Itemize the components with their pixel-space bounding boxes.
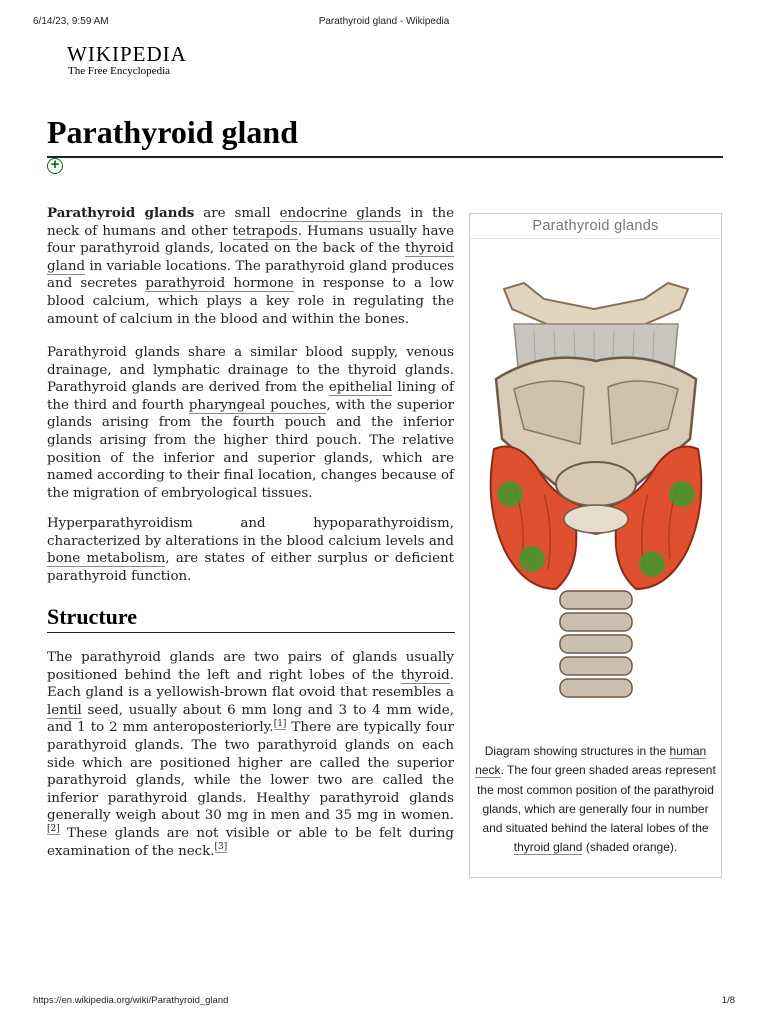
- title-underline: [47, 156, 723, 158]
- wikipedia-tagline: The Free Encyclopedia: [68, 65, 171, 77]
- link-tetrapods[interactable]: tetrapods: [232, 223, 298, 239]
- link-bone-metabolism[interactable]: bone metabolism: [47, 551, 166, 567]
- bold-term: Parathyroid glands: [47, 205, 195, 221]
- hyoid-bone: [504, 283, 688, 329]
- cricoid-and-trachea-core: [556, 462, 636, 533]
- link-human-neck[interactable]: human neck: [475, 744, 707, 778]
- section-heading-structure: Structure: [47, 604, 138, 629]
- page-title: Parathyroid gland: [47, 114, 298, 150]
- reference-3[interactable]: [3]: [214, 842, 228, 853]
- link-lentil[interactable]: lentil: [47, 702, 82, 718]
- print-page-number: 1/8: [721, 995, 735, 1006]
- print-datetime: 6/14/23, 9:59 AM: [33, 16, 109, 27]
- link-pharyngeal-pouches[interactable]: pharyngeal pouches: [188, 397, 327, 413]
- structure-paragraph-1: The parathyroid glands are two pairs of glands usually positioned behind the left and right lobes of the thyroid. Each gland is a yellowish-brown flat ovoid that resembles a lentil seed, usually about 6 mm long and 3 to 4 mm wide, and 1 to 2 mm anteroposteriorly.[1] There are typically four parathyroid glands. The two parathyroid glands on each side which are positioned higher are called the superior parathyroid glands, while the lower two are called the inferior parathyroid glands. Healthy parathyroid glands generally weigh about 30 mg in men and 35 mg in women.[2] These glands are not visible or able to be felt during examination of the neck.[3]: [47, 650, 454, 859]
- wikipedia-wordmark[interactable]: WIKIPEDIA: [67, 42, 187, 66]
- intro-paragraph-2-block: [47, 344, 454, 502]
- trachea: [560, 591, 632, 697]
- infobox-title: Parathyroid glands: [470, 214, 721, 239]
- intro-paragraph-2: Parathyroid glands share a similar blood supply, venous drainage, and lymphatic drainage to the thyroid glands. Parathyroid glands are derived from the epithelial lining of the third and fourth pharyngeal pouches, with the superior glands arising from the fourth pouch and the inferior glands arising from the higher third pouch. The relative position of the inferior and superior glands, which are named according to their final location, changes because of the migration of embryological tissues.: [47, 345, 454, 501]
- print-url: https://en.wikipedia.org/wiki/Parathyroid_gland: [33, 995, 229, 1006]
- reference-2[interactable]: [2]: [47, 824, 60, 835]
- intro-section: [47, 205, 454, 328]
- neck-anatomy-diagram[interactable]: [484, 269, 708, 719]
- infobox-caption: Diagram showing structures in the human neck. The four green shaded areas represent the most common position of the parathyroid glands, which are generally four in number and situated behind the lateral lobes of the thyroid gland (shaded orange).: [475, 744, 716, 855]
- link-parathyroid-hormone[interactable]: parathyroid hormone: [145, 276, 294, 292]
- link-thyroid-gland[interactable]: thyroid gland: [47, 241, 454, 274]
- intro-paragraph-3-block: [47, 515, 454, 585]
- intro-paragraph-3: Hyperparathyroidism and hypoparathyroidism, characterized by alterations in the blood calcium levels and bone metabolism, are states of either surplus or deficient parathyroid function.: [47, 516, 454, 584]
- link-thyroid-gland-caption[interactable]: thyroid gland: [513, 840, 583, 855]
- section-underline: [47, 632, 455, 633]
- infobox: [469, 213, 722, 878]
- structure-section: [47, 649, 454, 860]
- link-epithelial[interactable]: epithelial: [328, 380, 393, 396]
- plus-circle-icon[interactable]: +: [47, 158, 63, 174]
- print-page-title: Parathyroid gland - Wikipedia: [318, 16, 450, 27]
- intro-paragraph-1: Parathyroid glands are small endocrine glands in the neck of humans and other tetrapods. Humans usually have four parathyroid glands, located on the back of the thyroid gland in variable locations. The parathyroid gland produces and secretes parathyroid hormone in response to a low blood calcium, which plays a key role in regulating the amount of calcium in the blood and within the bones.: [47, 205, 454, 327]
- link-thyroid[interactable]: thyroid: [400, 667, 450, 683]
- reference-1[interactable]: [1]: [273, 718, 287, 729]
- link-endocrine-glands[interactable]: endocrine glands: [279, 206, 402, 221]
